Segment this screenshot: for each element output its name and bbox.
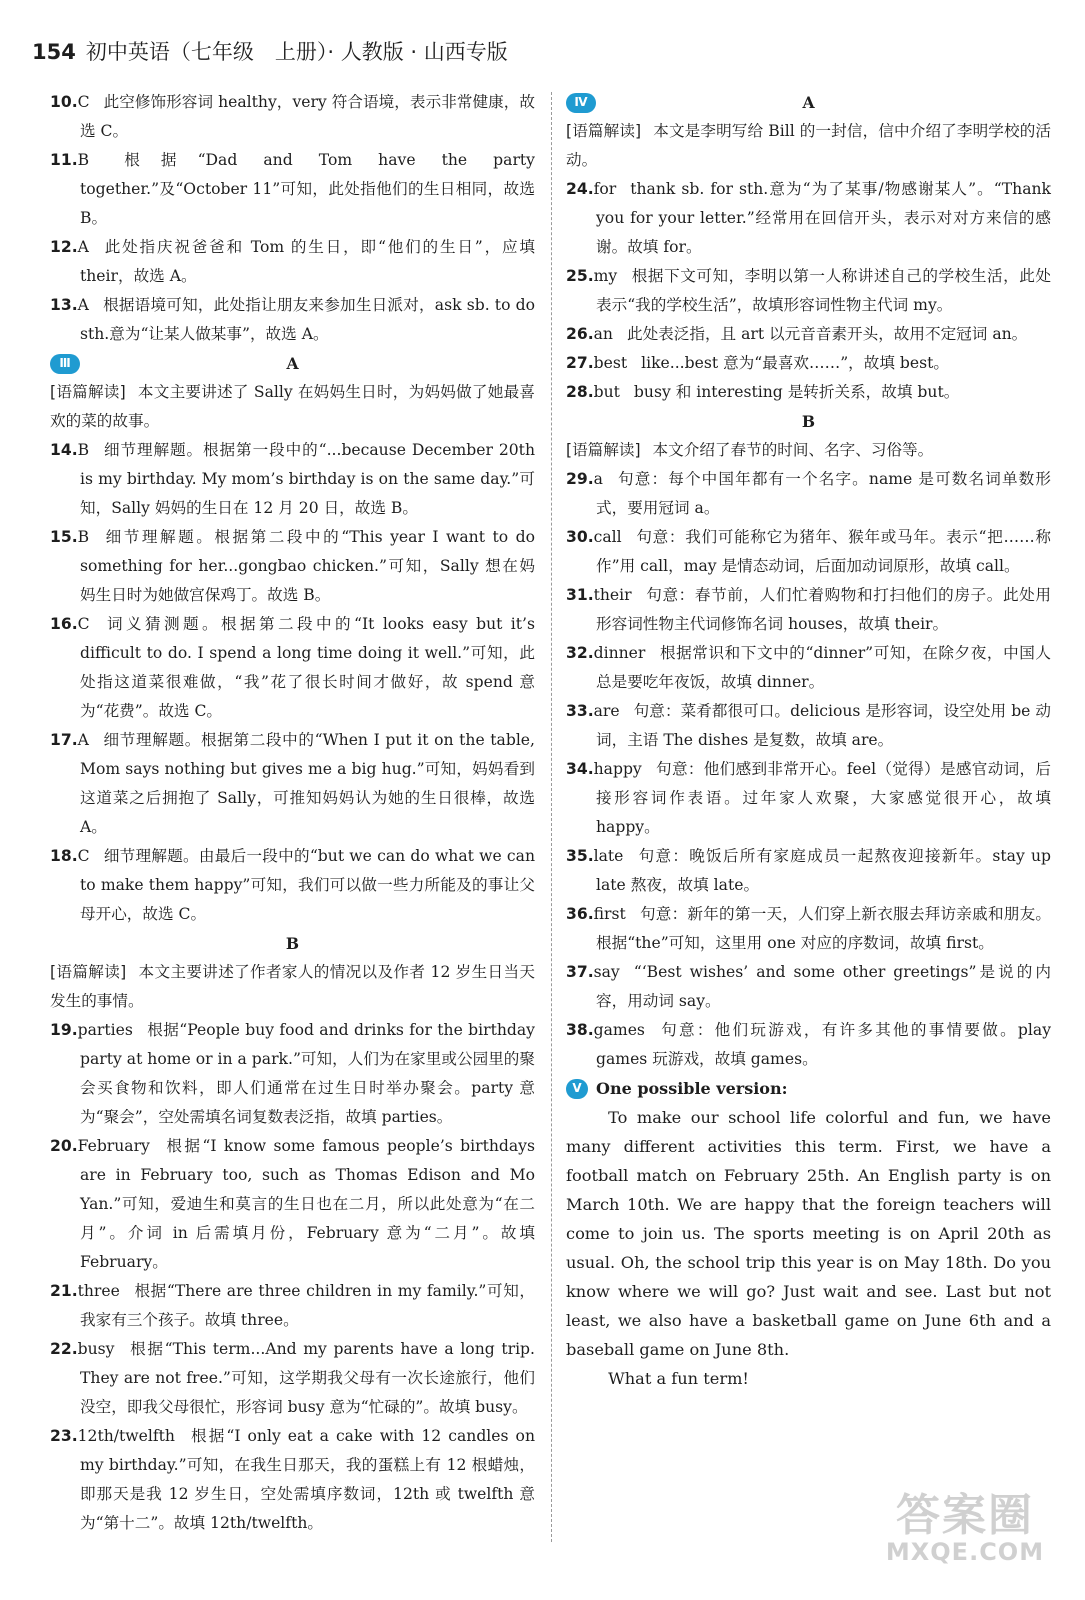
answer-list-mid	[50, 436, 535, 929]
explanation-text: 细节理解题。根据第二段中的“When I put it on the table, Mom says nothing but gives me a big hug.”可知，妈妈看到这道菜之后拥抱了 Sally，可推知妈妈认为她的生日很棒，故选 A。	[80, 731, 535, 836]
question-number: 20.	[50, 1137, 78, 1155]
answer-key: best	[593, 354, 628, 372]
answer-item	[566, 1016, 1051, 1074]
answer-key: their	[593, 586, 632, 604]
answer-key: say	[593, 963, 620, 981]
column-divider	[551, 92, 552, 1542]
question-number: 10.	[50, 93, 78, 111]
answer-item	[566, 378, 1051, 407]
section-three-header	[50, 349, 535, 378]
reading-tag: [语篇解读]	[566, 122, 642, 140]
answer-key: a	[593, 470, 603, 488]
explanation-text: 句意：菜肴都很可口。delicious 是形容词，设空处用 be 动词，主语 The dishes 是复数，故填 are。	[596, 702, 1051, 749]
part-b-heading: B	[801, 412, 816, 431]
explanation-text: 细节理解题。由最后一段中的“but we can do what we can to make them happy”可知，我们可以做一些力所能及的事让父母开心，故选 C。	[80, 847, 535, 923]
reading-tag: [语篇解读]	[566, 441, 641, 459]
answer-item	[50, 291, 535, 349]
answer-item	[50, 842, 535, 929]
reading-analysis	[566, 436, 1051, 465]
question-number: 34.	[566, 760, 594, 778]
reading-tag: [语篇解读]	[50, 383, 126, 401]
answer-item	[50, 88, 535, 146]
answer-item	[566, 958, 1051, 1016]
answer-item	[566, 320, 1051, 349]
answer-item	[566, 349, 1051, 378]
answer-key: C	[77, 615, 90, 633]
answer-item	[566, 842, 1051, 900]
answer-item	[50, 523, 535, 610]
question-number: 16.	[50, 615, 78, 633]
answer-item	[50, 233, 535, 291]
answer-key: first	[593, 905, 626, 923]
question-number: 13.	[50, 296, 78, 314]
right-column	[566, 88, 1051, 1393]
answer-item	[566, 523, 1051, 581]
explanation-text: 根据“I know some famous people’s birthdays are in February too, such as Thomas Edison and Mo Yan.”可知，爱迪生和莫言的生日也在二月，所以此处意为“在二月”。介词 in 后需填月份，February 意为“二月”。故填 February。	[80, 1137, 535, 1271]
reading-text: 本文主要讲述了 Sally 在妈妈生日时，为妈妈做了她最喜欢的菜的故事。	[50, 383, 535, 430]
left-column	[50, 88, 535, 1538]
answer-key: games	[593, 1021, 645, 1039]
section-badge-icon: Ⅴ	[566, 1079, 588, 1099]
answer-item	[50, 1132, 535, 1277]
question-number: 32.	[566, 644, 594, 662]
question-number: 28.	[566, 383, 594, 401]
explanation-text: 句意：新年的第一天，人们穿上新衣服去拜访亲戚和朋友。根据“the”可知，这里用 one 对应的序数词，故填 first。	[596, 905, 1051, 952]
explanation-text: 句意：晚饭后所有家庭成员一起熬夜迎接新年。stay up late 熬夜，故填 late。	[596, 847, 1051, 894]
answer-key: three	[77, 1282, 120, 1300]
answer-key: are	[593, 702, 620, 720]
explanation-text: “‘Best wishes’ and some other greetings”是说的内容，用动词 say。	[596, 963, 1051, 1010]
question-number: 24.	[566, 180, 594, 198]
answer-item	[566, 755, 1051, 842]
reading-tag: [语篇解读]	[50, 963, 127, 981]
answer-item	[50, 436, 535, 523]
explanation-text: busy 和 interesting 是转折关系，故填 but。	[633, 383, 960, 401]
page-header	[32, 36, 508, 66]
answer-list-a	[566, 175, 1051, 407]
answer-key: my	[593, 267, 618, 285]
answer-item	[50, 726, 535, 842]
question-number: 14.	[50, 441, 78, 459]
question-number: 22.	[50, 1340, 78, 1358]
explanation-text: 根据“There are three children in my family.”可知，我家有三个孩子。故填 three。	[80, 1282, 535, 1329]
answer-key: B	[77, 151, 90, 169]
answer-item	[50, 146, 535, 233]
answer-list-b	[566, 465, 1051, 1074]
answer-key: February	[77, 1137, 150, 1155]
explanation-text: 根据“This term...And my parents have a long trip. They are not free.”可知，这学期我父母有一次长途旅行，他们没空，即我父母很忙，形容词 busy 意为“忙碌的”。故填 busy。	[80, 1340, 535, 1416]
explanation-text: 细节理解题。根据第二段中的“This year I want to do something for her...gongbao chicken.”可知，Sally 想在妈妈生日时为她做宫保鸡丁。故选 B。	[80, 528, 535, 604]
answer-key: parties	[77, 1021, 133, 1039]
explanation-text: like...best 意为“最喜欢……”，故填 best。	[641, 354, 949, 372]
answer-key: C	[77, 847, 90, 865]
answer-key: busy	[77, 1340, 115, 1358]
answer-key: B	[77, 528, 90, 546]
answer-item	[50, 1016, 535, 1132]
explanation-text: 句意：我们可能称它为猪年、猴年或马年。表示“把……称作”用 call，may 是情态动词，后面加动词原形，故填 call。	[596, 528, 1051, 575]
part-a-heading: A	[286, 354, 299, 373]
page-number: 154	[32, 40, 76, 64]
section-four-header	[566, 88, 1051, 117]
watermark-text: 答案圈	[896, 1490, 1034, 1541]
question-number: 21.	[50, 1282, 78, 1300]
explanation-text: 根据语境可知，此处指让朋友来参加生日派对，ask sb. to do sth.意为“让某人做某事”，故选 A。	[80, 296, 535, 343]
question-number: 35.	[566, 847, 594, 865]
question-number: 37.	[566, 963, 594, 981]
section-badge-icon: Ⅲ	[50, 354, 80, 374]
answer-key: late	[593, 847, 624, 865]
part-a-heading: A	[802, 93, 815, 112]
answer-key: A	[77, 731, 89, 749]
explanation-text: 根据下文可知，李明以第一人称讲述自己的学校生活，此处表示“我的学校生活”，故填形容词性物主代词 my。	[596, 267, 1051, 314]
answer-item	[566, 900, 1051, 958]
explanation-text: 句意：春节前，人们忙着购物和打扫他们的房子。此处用形容词性物主代词修饰名词 houses，故填 their。	[596, 586, 1051, 633]
version-title: One possible version:	[596, 1079, 788, 1098]
explanation-text: 此处表泛指，且 art 以元音音素开头，故用不定冠词 an。	[626, 325, 1028, 343]
question-number: 17.	[50, 731, 78, 749]
answer-key: dinner	[593, 644, 646, 662]
question-number: 15.	[50, 528, 78, 546]
explanation-text: 此处指庆祝爸爸和 Tom 的生日，即“他们的生日”，应填 their，故选 A。	[80, 238, 535, 285]
question-number: 26.	[566, 325, 594, 343]
question-number: 23.	[50, 1427, 78, 1445]
question-number: 27.	[566, 354, 594, 372]
reading-analysis	[566, 117, 1051, 175]
part-b-heading: B	[285, 934, 300, 953]
question-number: 18.	[50, 847, 78, 865]
question-number: 33.	[566, 702, 594, 720]
answer-key: happy	[593, 760, 642, 778]
section-five-header	[566, 1074, 1051, 1103]
answer-key: A	[77, 238, 89, 256]
answer-item	[566, 175, 1051, 262]
answer-item	[566, 697, 1051, 755]
reading-text: 本文主要讲述了作者家人的情况以及作者 12 岁生日当天发生的事情。	[50, 963, 535, 1010]
answer-key: A	[77, 296, 89, 314]
answer-item	[566, 581, 1051, 639]
answer-item	[50, 1422, 535, 1538]
explanation-text: 细节理解题。根据第一段中的“...because December 20th is my birthday. My mom’s birthday is on the same day.”可知，Sally 妈妈的生日在 12 月 20 日，故选 B。	[80, 441, 535, 517]
answer-key: for	[593, 180, 617, 198]
watermark-url: MXQE.COM	[885, 1538, 1045, 1566]
question-number: 19.	[50, 1021, 78, 1039]
essay-closing: What a fun term!	[608, 1369, 749, 1388]
explanation-text: 根据常识和下文中的“dinner”可知，在除夕夜，中国人总是要吃年夜饭，故填 dinner。	[596, 644, 1051, 691]
book-title: 初中英语（七年级 上册）· 人教版 · 山西专版	[85, 40, 508, 64]
answer-item	[50, 1335, 535, 1422]
reading-text: 本文是李明写给 Bill 的一封信，信中介绍了李明学校的活动。	[566, 122, 1051, 169]
explanation-text: thank sb. for sth.意为“为了某事/物感谢某人”。“Thank you for your letter.”经常用在回信开头，表示对对方来信的感谢。故填 for。	[596, 180, 1051, 256]
explanation-text: 句意：每个中国年都有一个名字。name 是可数名词单数形式，要用冠词 a。	[596, 470, 1051, 517]
answer-key: but	[593, 383, 620, 401]
question-number: 25.	[566, 267, 594, 285]
question-number: 38.	[566, 1021, 594, 1039]
answer-key: an	[593, 325, 613, 343]
answer-key: 12th/twelfth	[77, 1427, 175, 1445]
reading-text: 本文介绍了春节的时间、名字、习俗等。	[652, 441, 934, 459]
explanation-text: 此空修饰形容词 healthy，very 符合语境，表示非常健康，故选 C。	[80, 93, 535, 140]
explanation-text: 词义猜测题。根据第二段中的“It looks easy but it’s difficult to do. I spend a long time doing it well.”可知，此处指这道菜很难做，“我”花了很长时间才做好，故 spend 意为“花费”。故选 C。	[80, 615, 535, 720]
answer-list-top	[50, 88, 535, 349]
section-badge-icon: Ⅳ	[566, 93, 596, 113]
watermark-logo	[865, 1490, 1065, 1566]
explanation-text: 根据“People buy food and drinks for the birthday party at home or in a park.”可知，人们为在家里或公园里的聚会买食物和饮料，即人们通常在过生日时举办聚会。party 意为“聚会”，空处需填名词复数表泛指，故填 parties。	[80, 1021, 535, 1126]
question-number: 31.	[566, 586, 594, 604]
answer-item	[566, 639, 1051, 697]
answer-list-bottom	[50, 1016, 535, 1538]
answer-item	[50, 1277, 535, 1335]
explanation-text: 句意：他们感到非常开心。feel（觉得）是感官动词，后接形容词作表语。过年家人欢聚，大家感觉很开心，故填 happy。	[596, 760, 1051, 836]
essay-body: To make our school life colorful and fun, we have many different activities this term. First, we have a football match on February 25th. An English party is on March 10th. We are happy that the foreign teachers will come to join us. The sports meeting is on April 20th as usual. Oh, the school trip this year is on May 18th. Do you know where we will go? Just wait and see. Last but not least, we also have a basketball game on June 6th and a baseball game on June 8th.	[566, 1108, 1051, 1359]
reading-analysis	[50, 378, 535, 436]
answer-key: call	[593, 528, 622, 546]
explanation-text: 根据“Dad and Tom have the party together.”及“October 11”可知，此处指他们的生日相同，故选 B。	[80, 151, 535, 227]
answer-key: C	[77, 93, 90, 111]
answer-item	[566, 465, 1051, 523]
question-number: 36.	[566, 905, 594, 923]
answer-item	[566, 262, 1051, 320]
reading-analysis	[50, 958, 535, 1016]
answer-key: B	[77, 441, 90, 459]
question-number: 29.	[566, 470, 594, 488]
explanation-text: 句意：他们玩游戏，有许多其他的事情要做。play games 玩游戏，故填 games。	[596, 1021, 1051, 1068]
question-number: 11.	[50, 151, 78, 169]
explanation-text: 根据“I only eat a cake with 12 candles on my birthday.”可知，在我生日那天，我的蛋糕上有 12 根蜡烛，即那天是我 12 岁生日，空处需填序数词，12th 或 twelfth 意为“第十二”。故填 12th/twelfth。	[80, 1427, 535, 1532]
question-number: 30.	[566, 528, 594, 546]
question-number: 12.	[50, 238, 78, 256]
answer-item	[50, 610, 535, 726]
